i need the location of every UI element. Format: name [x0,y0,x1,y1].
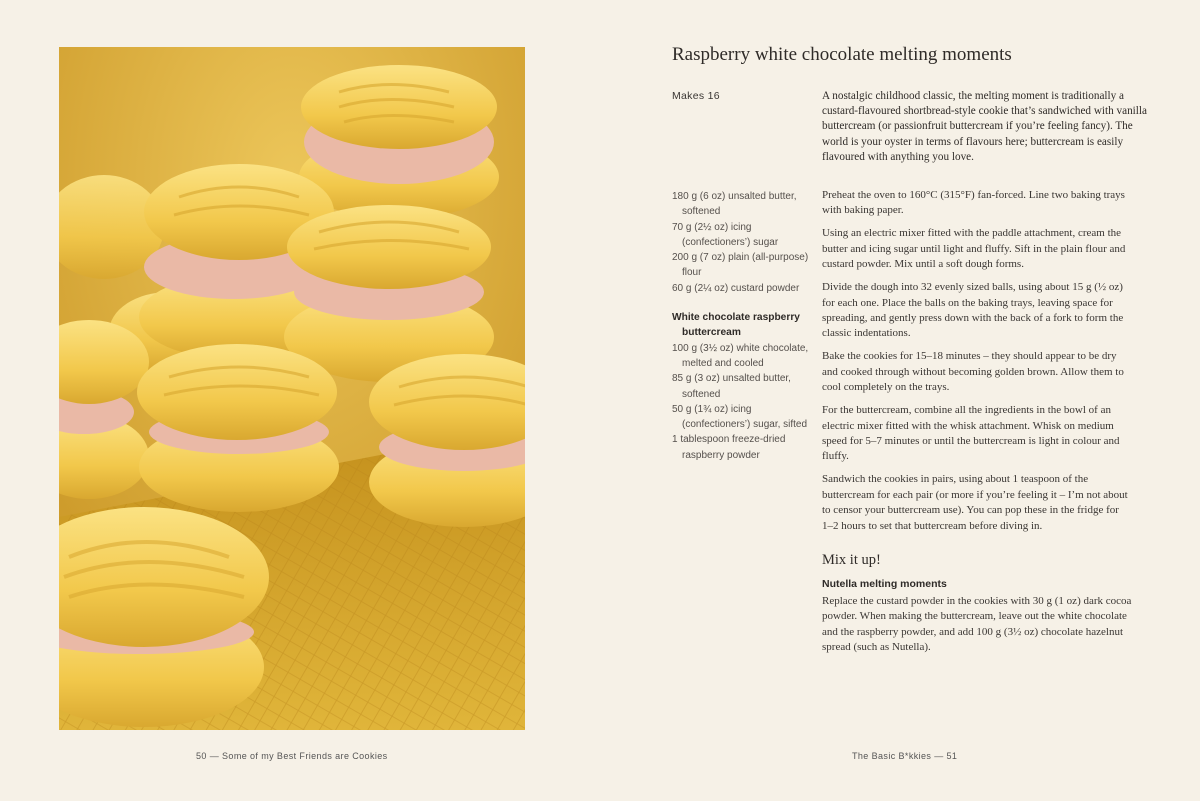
ingredients-list [672,189,812,463]
page-footer-left: 50 — Some of my Best Friends are Cookies [196,751,388,761]
mix-it-up-heading: Mix it up! [822,552,881,568]
ingredient-item: 85 g (3 oz) unsalted butter, softened [672,373,791,400]
ingredient-item: 100 g (3½ oz) white chocolate, melted and cooled [672,342,809,369]
recipe-title: Raspberry white chocolate melting moments [672,44,1012,65]
ingredient-item: 200 g (7 oz) plain (all-purpose) flour [672,252,809,279]
method-step: Sandwich the cookies in pairs, using about 1 teaspoon of the buttercream for each pair (or more if you’re feeling it – I’m not about to censor your buttercream use). You can pop these in the fridge for 1–2 hours to set that buttercream before diving in. [822,473,1128,532]
method-step: Bake the cookies for 15–18 minutes – they should appear to be dry and cooked through without becoming golden brown. Allow them to cool completely on the trays. [822,350,1124,394]
method-steps [822,188,1128,542]
ingredient-item: 180 g (6 oz) unsalted butter, softened [672,191,797,218]
ingredient-item: 50 g (1¾ oz) icing (confectioners’) sugar, sifted [672,403,808,431]
buttercream-heading: White chocolate raspberry buttercream [672,312,800,339]
yield-label: Makes 16 [672,90,720,102]
ingredient-item: 70 g (2½ oz) icing (confectioners’) sugar [672,221,779,248]
recipe-intro: A nostalgic childhood classic, the melting moment is traditionally a custard-flavoured shortbread-style cookie that’s sandwiched with vanilla buttercream (or passionfruit buttercream if you’re feeling fancy). The world is your oyster in terms of flavours here; buttercream is easily flavoured with anything you love. [822,90,1147,163]
page-footer-right: The Basic B*kkies — 51 [852,751,958,761]
method-step: Using an electric mixer fitted with the paddle attachment, cream the butter and icing sugar until light and fluffy. Sift in the plain flour and custard powder. Mix until a soft dough forms. [822,227,1126,271]
variation-text: Replace the custard powder in the cookies with 30 g (1 oz) dark cocoa powder. When making the buttercream, leave out the white chocolate and the raspberry powder, and add 100 g (3½ oz) chocolate hazelnut spread (such as Nutella). [822,595,1132,654]
variation-title: Nutella melting moments [822,578,947,590]
method-step: Divide the dough into 32 evenly sized balls, using about 15 g (½ oz) for each one. Place the balls on the baking trays, leaving space for spreading, and gently press down with the back of a fork to form the classic indentations. [822,281,1124,340]
method-step: Preheat the oven to 160°C (315°F) fan-forced. Line two baking trays with baking paper. [822,189,1125,217]
ingredient-item: 60 g (2¼ oz) custard powder [672,282,800,294]
ingredient-item: 1 tablespoon freeze-dried raspberry powder [672,434,786,461]
cookie-photo [59,47,525,730]
method-step: For the buttercream, combine all the ingredients in the bowl of an electric mixer fitted with the whisk attachment. Whisk on medium speed for 5–7 minutes or until the buttercream is light in colour and fluffy. [822,404,1120,463]
melting-moments-illustration [59,47,525,730]
